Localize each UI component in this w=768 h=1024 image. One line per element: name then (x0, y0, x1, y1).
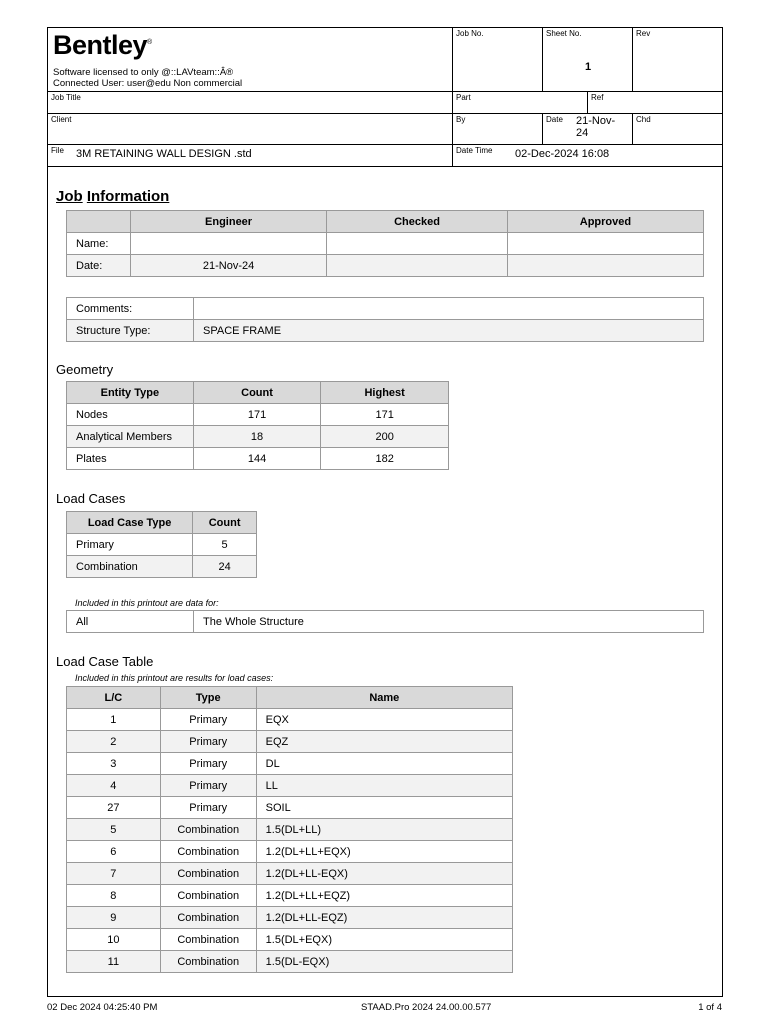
table-cell: 5 (67, 819, 161, 841)
connected-user-line: Connected User: user@edu Non commercial (53, 78, 243, 89)
table-cell: 2 (67, 731, 161, 753)
table-cell: Analytical Members (67, 426, 194, 448)
job-title-label: Job Title (51, 93, 81, 102)
sheet-no-label: Sheet No. (546, 29, 582, 38)
date-label: Date (546, 115, 563, 124)
table-cell: Combination (160, 907, 256, 929)
table-cell: 4 (67, 775, 161, 797)
job-no-label: Job No. (456, 29, 484, 38)
table-cell: 6 (67, 841, 161, 863)
table-cell: 1.2(DL+LL-EQZ) (256, 907, 512, 929)
table-cell: SOIL (256, 797, 512, 819)
license-line: Software licensed to only @::LAVteam::Â® (53, 67, 234, 78)
part-cell (453, 92, 588, 114)
table-cell: Combination (67, 556, 193, 578)
table-cell: 171 (193, 404, 321, 426)
column-header: Type (160, 687, 256, 709)
table-cell: DL (256, 753, 512, 775)
rev-label: Rev (636, 29, 651, 38)
table-cell: Combination (160, 951, 256, 973)
table-row (67, 404, 449, 426)
table-row (67, 797, 513, 819)
table-cell: 182 (321, 448, 449, 470)
table-cell: 1.2(DL+LL+EQX) (256, 841, 512, 863)
table-cell: 1.5(DL-EQX) (256, 951, 512, 973)
table-row: Name: (67, 233, 704, 255)
table-row (67, 951, 513, 973)
table-cell: 1.5(DL+LL) (256, 819, 512, 841)
table-cell: 24 (193, 556, 257, 578)
table-cell: 18 (193, 426, 321, 448)
table-cell: 7 (67, 863, 161, 885)
table-row (67, 841, 513, 863)
table-cell: Combination (160, 841, 256, 863)
column-header: Count (193, 512, 257, 534)
file-label: File (51, 146, 64, 155)
table-cell: Combination (160, 929, 256, 951)
datetime-cell (453, 145, 723, 167)
table-cell: 27 (67, 797, 161, 819)
table-cell: Primary (160, 753, 256, 775)
chd-label: Chd (636, 115, 651, 124)
table-row: Date: 21-Nov-24 (67, 255, 704, 277)
load-case-table (66, 686, 513, 973)
table-cell: 1 (67, 709, 161, 731)
table-cell: Combination (160, 885, 256, 907)
table-row (67, 753, 513, 775)
load-cases-title: Load Cases (56, 491, 126, 506)
table-cell: Combination (160, 819, 256, 841)
table-row (67, 709, 513, 731)
table-cell: 11 (67, 951, 161, 973)
table-row (67, 775, 513, 797)
table-cell: 10 (67, 929, 161, 951)
job-no-cell (453, 28, 543, 92)
footer-timestamp: 02 Dec 2024 04:25:40 PM (47, 1002, 158, 1013)
job-info-table (66, 210, 704, 277)
by-cell (453, 114, 543, 145)
table-cell: Primary (160, 731, 256, 753)
table-row (67, 731, 513, 753)
table-cell: EQX (256, 709, 512, 731)
table-cell: 1.2(DL+LL+EQZ) (256, 885, 512, 907)
table-row: All The Whole Structure (67, 611, 704, 633)
sheet-no-value: 1 (585, 61, 592, 73)
table-row: Comments: (67, 298, 704, 320)
footer-page: 1 of 4 (698, 1002, 722, 1013)
table-cell: 3 (67, 753, 161, 775)
load-cases-table (66, 511, 257, 578)
geometry-title: Geometry (56, 362, 114, 377)
table-cell: Primary (67, 534, 193, 556)
load-case-table-title: Load Case Table (56, 654, 154, 669)
table-cell: 144 (193, 448, 321, 470)
column-header: Highest (321, 382, 449, 404)
table-row (67, 929, 513, 951)
table-row (67, 863, 513, 885)
table-row (67, 819, 513, 841)
rev-cell (633, 28, 723, 92)
column-header: Entity Type (67, 382, 194, 404)
table-row (67, 907, 513, 929)
sheet-no-cell (543, 28, 633, 92)
file-cell (48, 145, 453, 167)
report-page (47, 27, 723, 997)
job-title-cell (48, 92, 453, 114)
table-cell: 171 (321, 404, 449, 426)
file-value: 3M RETAINING WALL DESIGN .std (76, 148, 252, 160)
table-cell: Primary (160, 797, 256, 819)
by-label: By (456, 115, 466, 124)
client-label: Client (51, 115, 72, 124)
results-note: Included in this printout are results for load cases: (75, 673, 274, 683)
chd-cell (633, 114, 723, 145)
table-cell: 1.5(DL+EQX) (256, 929, 512, 951)
geometry-table (66, 381, 449, 470)
column-header: Count (193, 382, 321, 404)
job-information-title: Job Information (56, 188, 170, 205)
column-header: L/C (67, 687, 161, 709)
table-row (67, 534, 257, 556)
logo-cell (48, 28, 453, 92)
column-header: Load Case Type (67, 512, 193, 534)
table-cell: Combination (160, 863, 256, 885)
table-cell: Nodes (67, 404, 194, 426)
scope-table (66, 610, 704, 633)
table-cell: 200 (321, 426, 449, 448)
column-header: Name (256, 687, 512, 709)
datetime-label: Date Time (456, 146, 493, 155)
table-cell: Plates (67, 448, 194, 470)
scope-note: Included in this printout are data for: (75, 598, 219, 608)
table-row (67, 448, 449, 470)
table-cell: Primary (160, 709, 256, 731)
comments-table (66, 297, 704, 342)
part-label: Part (456, 93, 471, 102)
table-cell: 1.2(DL+LL-EQX) (256, 863, 512, 885)
datetime-value: 02-Dec-2024 16:08 (515, 148, 610, 160)
table-cell: Primary (160, 775, 256, 797)
date-cell (543, 114, 633, 145)
table-cell: LL (256, 775, 512, 797)
footer-software: STAAD.Pro 2024 24.00.00.577 (361, 1002, 492, 1013)
date-value: 21-Nov- 24 (576, 115, 616, 139)
table-cell: EQZ (256, 731, 512, 753)
table-row (67, 426, 449, 448)
column-header: Approved (507, 211, 703, 233)
table-cell: 8 (67, 885, 161, 907)
column-header: Checked (327, 211, 508, 233)
table-row: Structure Type: SPACE FRAME (67, 320, 704, 342)
column-header: Engineer (131, 211, 327, 233)
ref-cell (588, 92, 723, 114)
table-cell: 5 (193, 534, 257, 556)
table-row (67, 556, 257, 578)
table-row (67, 885, 513, 907)
bentley-logo: Bentley® (53, 30, 152, 60)
table-cell: 9 (67, 907, 161, 929)
client-cell (48, 114, 453, 145)
license-info (53, 67, 242, 89)
ref-label: Ref (591, 93, 604, 102)
